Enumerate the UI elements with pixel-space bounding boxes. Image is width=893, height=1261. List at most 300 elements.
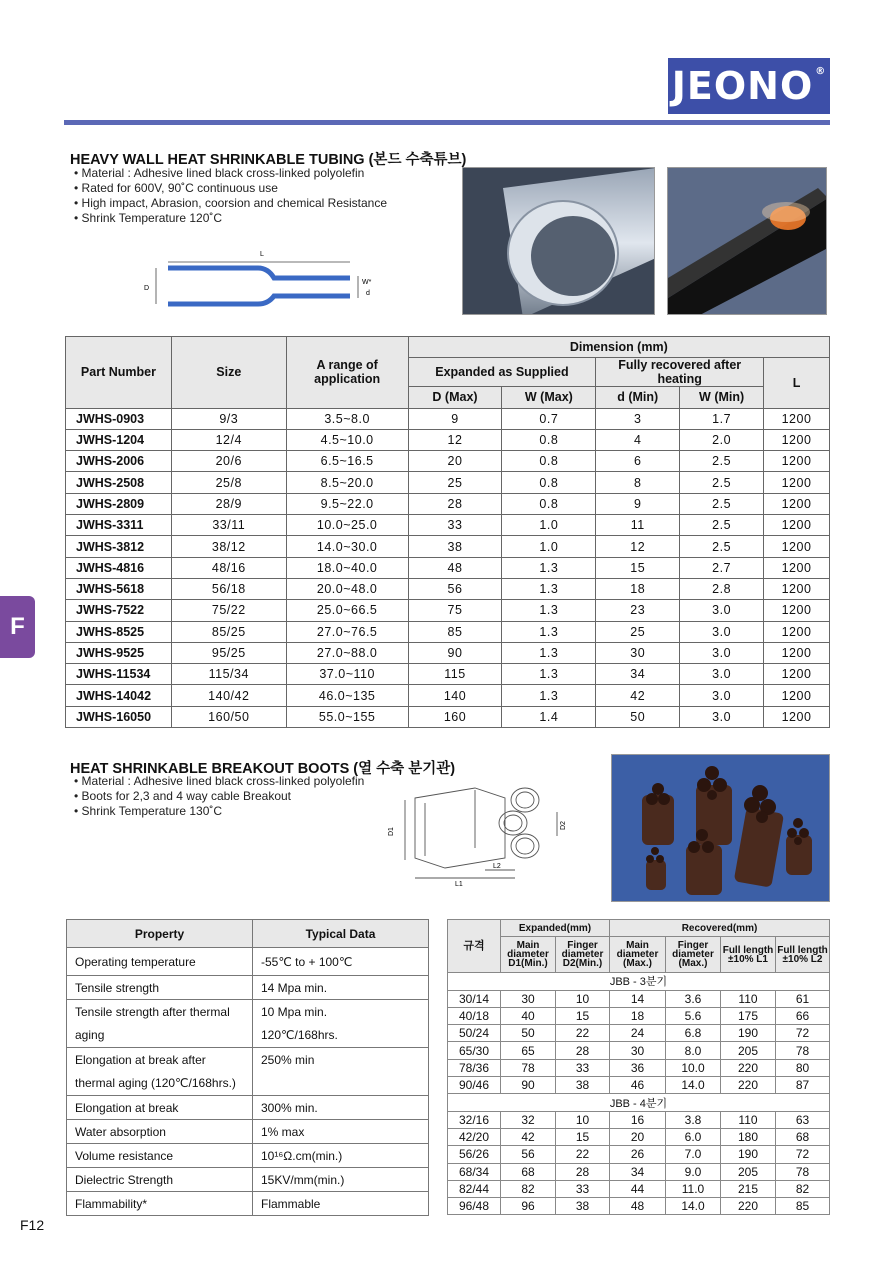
cell-part-number: JWHS-2809	[66, 493, 172, 514]
cell-w-min: 2.5	[680, 451, 764, 472]
cell-spec: 56/26	[448, 1146, 501, 1163]
cell-finger-min: 15	[556, 1128, 610, 1145]
boots-row	[448, 1198, 830, 1215]
cell-spec: 40/18	[448, 1007, 501, 1024]
cell-part-number: JWHS-14042	[66, 685, 172, 706]
cell-finger-min: 33	[556, 1180, 610, 1197]
cell-size: 33/11	[171, 515, 286, 536]
cell-finger-max: 9.0	[666, 1163, 721, 1180]
cell-w-max: 1.3	[502, 642, 596, 663]
header-d-min: d (Min)	[596, 387, 680, 408]
cell-size: 56/18	[171, 578, 286, 599]
cell-length: 1200	[764, 642, 830, 663]
cell-size: 12/4	[171, 429, 286, 450]
property-value: 300% min.	[253, 1096, 429, 1120]
cell-part-number: JWHS-9525	[66, 642, 172, 663]
cell-full-l2: 82	[776, 1180, 830, 1197]
tubing-row	[66, 600, 830, 621]
tubing-row	[66, 706, 830, 727]
cell-size: 115/34	[171, 664, 286, 685]
header-range: A range of application	[286, 337, 408, 409]
property-value: 10¹⁶Ω.cm(min.)	[253, 1144, 429, 1168]
tubing-row	[66, 664, 830, 685]
breakout-boots-photo	[611, 754, 830, 902]
cell-d-max: 48	[408, 557, 502, 578]
tubing-row	[66, 536, 830, 557]
cell-length: 1200	[764, 515, 830, 536]
cell-d-max: 12	[408, 429, 502, 450]
cell-main-max: 44	[610, 1180, 666, 1197]
cell-finger-max: 6.8	[666, 1025, 721, 1042]
cell-d-max: 28	[408, 493, 502, 514]
cell-full-l2: 85	[776, 1198, 830, 1215]
cell-application-range: 37.0~110	[286, 664, 408, 685]
diagram-label-L: L	[260, 251, 264, 258]
header-full-l2: Full length ±10% L2	[776, 937, 830, 973]
section1-bullet: • Shrink Temperature 120˚C	[74, 211, 387, 226]
group-row	[448, 1094, 830, 1111]
property-name: Tensile strength after thermal	[67, 1000, 253, 1024]
cell-w-min: 2.5	[680, 515, 764, 536]
cell-main-min: 78	[501, 1059, 556, 1076]
cell-full-l1: 220	[721, 1077, 776, 1094]
cell-main-min: 30	[501, 990, 556, 1007]
cell-main-max: 20	[610, 1128, 666, 1145]
cell-d-min: 34	[596, 664, 680, 685]
cell-finger-min: 15	[556, 1007, 610, 1024]
cell-full-l2: 78	[776, 1042, 830, 1059]
cell-d-max: 160	[408, 706, 502, 727]
property-row	[67, 948, 429, 976]
cell-finger-min: 33	[556, 1059, 610, 1076]
cell-main-min: 50	[501, 1025, 556, 1042]
cell-main-max: 46	[610, 1077, 666, 1094]
property-name: Dielectric Strength	[67, 1168, 253, 1192]
cell-w-min: 3.0	[680, 664, 764, 685]
cell-application-range: 20.0~48.0	[286, 578, 408, 599]
cell-length: 1200	[764, 493, 830, 514]
cell-size: 75/22	[171, 600, 286, 621]
cell-finger-max: 3.6	[666, 990, 721, 1007]
boots-specs-table	[447, 919, 830, 1215]
cell-w-min: 3.0	[680, 621, 764, 642]
cell-main-min: 65	[501, 1042, 556, 1059]
cell-main-min: 42	[501, 1128, 556, 1145]
cell-finger-max: 14.0	[666, 1077, 721, 1094]
cell-d-min: 8	[596, 472, 680, 493]
cell-finger-max: 3.8	[666, 1111, 721, 1128]
cell-length: 1200	[764, 685, 830, 706]
cell-finger-max: 10.0	[666, 1059, 721, 1076]
section2-bullets	[74, 774, 364, 819]
diagram-label-d: d	[366, 290, 370, 297]
tubing-row	[66, 557, 830, 578]
cell-spec: 82/44	[448, 1180, 501, 1197]
cell-application-range: 10.0~25.0	[286, 515, 408, 536]
property-name: Water absorption	[67, 1120, 253, 1144]
property-value: 120℃/168hrs.	[253, 1024, 429, 1048]
property-name: thermal aging (120℃/168hrs.)	[67, 1072, 253, 1096]
property-name: aging	[67, 1024, 253, 1048]
cell-spec: 78/36	[448, 1059, 501, 1076]
property-value: -55℃ to + 100℃	[253, 948, 429, 976]
cell-d-max: 90	[408, 642, 502, 663]
cell-finger-min: 38	[556, 1077, 610, 1094]
property-row	[67, 1120, 429, 1144]
tubing-row	[66, 429, 830, 450]
cell-w-max: 0.8	[502, 451, 596, 472]
cell-main-min: 56	[501, 1146, 556, 1163]
cell-part-number: JWHS-11534	[66, 664, 172, 685]
cell-application-range: 18.0~40.0	[286, 557, 408, 578]
cell-finger-max: 8.0	[666, 1042, 721, 1059]
tubing-row	[66, 493, 830, 514]
cell-w-min: 3.0	[680, 642, 764, 663]
diagram-label-D: D	[144, 285, 150, 292]
cell-finger-max: 14.0	[666, 1198, 721, 1215]
cell-application-range: 8.5~20.0	[286, 472, 408, 493]
cell-finger-max: 6.0	[666, 1128, 721, 1145]
cell-size: 20/6	[171, 451, 286, 472]
header-finger-max: Finger diameter (Max.)	[666, 937, 721, 973]
header-typical-data: Typical Data	[253, 920, 429, 948]
property-value: 15KV/mm(min.)	[253, 1168, 429, 1192]
cell-w-max: 1.3	[502, 557, 596, 578]
cell-main-max: 14	[610, 990, 666, 1007]
cell-full-l1: 180	[721, 1128, 776, 1145]
cell-main-max: 24	[610, 1025, 666, 1042]
header-expanded: Expanded as Supplied	[408, 358, 596, 387]
header-D-max: D (Max)	[408, 387, 502, 408]
cell-full-l1: 190	[721, 1146, 776, 1163]
boots-row	[448, 1128, 830, 1145]
cell-size: 38/12	[171, 536, 286, 557]
cell-full-l1: 220	[721, 1198, 776, 1215]
group-label: JBB - 4분기	[448, 1094, 830, 1111]
cell-w-max: 1.0	[502, 515, 596, 536]
cell-spec: 32/16	[448, 1111, 501, 1128]
cell-size: 95/25	[171, 642, 286, 663]
section2-title: HEAT SHRINKABLE BREAKOUT BOOTS (열 수축 분기관)	[70, 761, 456, 777]
cell-spec: 90/46	[448, 1077, 501, 1094]
cell-w-max: 1.0	[502, 536, 596, 557]
cell-size: 48/16	[171, 557, 286, 578]
cell-w-max: 1.3	[502, 664, 596, 685]
property-row	[67, 976, 429, 1000]
cell-d-min: 25	[596, 621, 680, 642]
header-part-number: Part Number	[66, 337, 172, 409]
diagram-label-D2: D2	[560, 821, 567, 830]
header-main-max: Main diameter (Max.)	[610, 937, 666, 973]
cell-size: 160/50	[171, 706, 286, 727]
cell-length: 1200	[764, 600, 830, 621]
tubing-row	[66, 642, 830, 663]
cell-full-l1: 215	[721, 1180, 776, 1197]
header-main-min: Main diameter D1(Min.)	[501, 937, 556, 973]
section1-bullet: • High impact, Abrasion, coorsion and chemical Resistance	[74, 196, 387, 211]
cell-d-min: 4	[596, 429, 680, 450]
cell-application-range: 55.0~155	[286, 706, 408, 727]
cell-application-range: 46.0~135	[286, 685, 408, 706]
cell-d-min: 30	[596, 642, 680, 663]
property-row	[67, 1000, 429, 1024]
cell-spec: 50/24	[448, 1025, 501, 1042]
cell-part-number: JWHS-3812	[66, 536, 172, 557]
cell-d-max: 33	[408, 515, 502, 536]
cell-d-max: 38	[408, 536, 502, 557]
tubing-photo-grey	[462, 167, 655, 315]
cell-part-number: JWHS-2508	[66, 472, 172, 493]
section-tab: F	[0, 596, 35, 658]
tubing-specs-table	[65, 336, 830, 728]
cell-main-min: 96	[501, 1198, 556, 1215]
cell-spec: 96/48	[448, 1198, 501, 1215]
cell-application-range: 25.0~66.5	[286, 600, 408, 621]
cell-d-min: 9	[596, 493, 680, 514]
property-row	[67, 1096, 429, 1120]
cell-full-l2: 78	[776, 1163, 830, 1180]
tubing-row	[66, 621, 830, 642]
property-name: Volume resistance	[67, 1144, 253, 1168]
cell-d-max: 75	[408, 600, 502, 621]
property-name: Operating temperature	[67, 948, 253, 976]
cell-full-l1: 205	[721, 1163, 776, 1180]
section1-bullet: • Material : Adhesive lined black cross-linked polyolefin	[74, 166, 387, 181]
cell-full-l1: 110	[721, 990, 776, 1007]
cell-part-number: JWHS-3311	[66, 515, 172, 536]
cell-part-number: JWHS-7522	[66, 600, 172, 621]
cell-d-max: 56	[408, 578, 502, 599]
header-rule	[64, 120, 830, 125]
tubing-row	[66, 472, 830, 493]
tubing-table-body	[66, 408, 830, 727]
cell-finger-min: 38	[556, 1198, 610, 1215]
boots-row	[448, 1180, 830, 1197]
property-name: Tensile strength	[67, 976, 253, 1000]
property-value: 250% min	[253, 1048, 429, 1072]
boots-table-body	[448, 973, 830, 1215]
header-size: Size	[171, 337, 286, 409]
cell-length: 1200	[764, 621, 830, 642]
property-row	[67, 1168, 429, 1192]
cell-full-l1: 190	[721, 1025, 776, 1042]
cell-w-max: 1.3	[502, 685, 596, 706]
header-full-l1: Full length ±10% L1	[721, 937, 776, 973]
cell-d-max: 20	[408, 451, 502, 472]
property-value: Flammable	[253, 1192, 429, 1216]
cell-w-min: 2.8	[680, 578, 764, 599]
cell-w-min: 2.5	[680, 536, 764, 557]
cell-length: 1200	[764, 578, 830, 599]
cell-w-min: 3.0	[680, 600, 764, 621]
boots-row	[448, 1042, 830, 1059]
tubing-row	[66, 515, 830, 536]
cell-full-l1: 175	[721, 1007, 776, 1024]
cell-d-min: 23	[596, 600, 680, 621]
cell-finger-max: 11.0	[666, 1180, 721, 1197]
cell-full-l2: 61	[776, 990, 830, 1007]
cell-part-number: JWHS-8525	[66, 621, 172, 642]
page-number: F12	[20, 1217, 45, 1233]
cell-application-range: 6.5~16.5	[286, 451, 408, 472]
cell-main-min: 68	[501, 1163, 556, 1180]
cell-full-l2: 72	[776, 1146, 830, 1163]
cell-d-min: 11	[596, 515, 680, 536]
cell-spec: 65/30	[448, 1042, 501, 1059]
header-L: L	[764, 358, 830, 408]
cell-w-min: 2.7	[680, 557, 764, 578]
boots-row	[448, 1163, 830, 1180]
cell-length: 1200	[764, 429, 830, 450]
cell-length: 1200	[764, 451, 830, 472]
cell-part-number: JWHS-4816	[66, 557, 172, 578]
cell-spec: 42/20	[448, 1128, 501, 1145]
section2-bullet: • Boots for 2,3 and 4 way cable Breakout	[74, 789, 364, 804]
cell-full-l2: 66	[776, 1007, 830, 1024]
cell-d-min: 18	[596, 578, 680, 599]
boots-row	[448, 1146, 830, 1163]
cell-full-l2: 68	[776, 1128, 830, 1145]
cell-length: 1200	[764, 472, 830, 493]
cell-d-max: 85	[408, 621, 502, 642]
boots-row	[448, 1007, 830, 1024]
cell-spec: 30/14	[448, 990, 501, 1007]
cell-w-max: 1.3	[502, 600, 596, 621]
cell-size: 25/8	[171, 472, 286, 493]
property-row	[67, 1072, 429, 1096]
cell-size: 140/42	[171, 685, 286, 706]
cell-w-max: 0.7	[502, 408, 596, 429]
property-row	[67, 1048, 429, 1072]
cell-size: 9/3	[171, 408, 286, 429]
cell-finger-min: 22	[556, 1025, 610, 1042]
cell-d-max: 9	[408, 408, 502, 429]
cell-d-max: 25	[408, 472, 502, 493]
property-value	[253, 1072, 429, 1096]
cell-d-max: 140	[408, 685, 502, 706]
cell-part-number: JWHS-0903	[66, 408, 172, 429]
cell-main-max: 34	[610, 1163, 666, 1180]
cell-finger-min: 28	[556, 1163, 610, 1180]
cell-d-min: 3	[596, 408, 680, 429]
header-recovered: Fully recovered after heating	[596, 358, 764, 387]
cell-w-max: 0.8	[502, 429, 596, 450]
tubing-row	[66, 578, 830, 599]
cell-main-max: 26	[610, 1146, 666, 1163]
cell-full-l2: 80	[776, 1059, 830, 1076]
cell-full-l1: 220	[721, 1059, 776, 1076]
cell-d-min: 42	[596, 685, 680, 706]
cell-w-min: 2.5	[680, 493, 764, 514]
cell-main-min: 40	[501, 1007, 556, 1024]
section2-bullet: • Material : Adhesive lined black cross-linked polyolefin	[74, 774, 364, 789]
cell-main-max: 18	[610, 1007, 666, 1024]
cell-w-max: 1.4	[502, 706, 596, 727]
diagram-label-W: W*	[362, 279, 372, 286]
cell-main-max: 48	[610, 1198, 666, 1215]
cell-part-number: JWHS-16050	[66, 706, 172, 727]
tubing-photo-black	[667, 167, 827, 315]
cell-main-max: 30	[610, 1042, 666, 1059]
header-property: Property	[67, 920, 253, 948]
cell-w-min: 3.0	[680, 685, 764, 706]
cell-part-number: JWHS-2006	[66, 451, 172, 472]
property-value: 10 Mpa min.	[253, 1000, 429, 1024]
cell-main-max: 16	[610, 1111, 666, 1128]
boots-row	[448, 1059, 830, 1076]
header-W-min: W (Min)	[680, 387, 764, 408]
header-finger-min: Finger diameter D2(Min.)	[556, 937, 610, 973]
cell-application-range: 3.5~8.0	[286, 408, 408, 429]
cell-application-range: 14.0~30.0	[286, 536, 408, 557]
cell-w-min: 2.5	[680, 472, 764, 493]
cell-size: 28/9	[171, 493, 286, 514]
diagram-label-L2: L2	[493, 863, 501, 870]
brand-logo	[668, 58, 830, 114]
header-spec: 규격	[448, 920, 501, 973]
cell-application-range: 9.5~22.0	[286, 493, 408, 514]
cell-full-l1: 110	[721, 1111, 776, 1128]
cell-length: 1200	[764, 408, 830, 429]
cell-d-min: 12	[596, 536, 680, 557]
cell-part-number: JWHS-5618	[66, 578, 172, 599]
cell-finger-max: 7.0	[666, 1146, 721, 1163]
cell-finger-min: 28	[556, 1042, 610, 1059]
diagram-label-L1: L1	[455, 881, 463, 888]
header-recovered-mm: Recovered(mm)	[610, 920, 830, 937]
property-value: 14 Mpa min.	[253, 976, 429, 1000]
cell-full-l2: 87	[776, 1077, 830, 1094]
cell-w-min: 3.0	[680, 706, 764, 727]
diagram-label-D1: D1	[388, 827, 395, 836]
boots-row	[448, 1077, 830, 1094]
cell-w-min: 2.0	[680, 429, 764, 450]
header-dimension: Dimension (mm)	[408, 337, 829, 358]
cell-d-min: 15	[596, 557, 680, 578]
cell-application-range: 27.0~76.5	[286, 621, 408, 642]
cell-application-range: 27.0~88.0	[286, 642, 408, 663]
boots-row	[448, 1111, 830, 1128]
cell-length: 1200	[764, 536, 830, 557]
cell-main-max: 36	[610, 1059, 666, 1076]
cell-length: 1200	[764, 664, 830, 685]
cell-w-max: 1.3	[502, 621, 596, 642]
property-name: Elongation at break	[67, 1096, 253, 1120]
brand-name: JEONO	[671, 64, 814, 108]
cell-length: 1200	[764, 557, 830, 578]
boots-row	[448, 1025, 830, 1042]
cell-application-range: 4.5~10.0	[286, 429, 408, 450]
cell-spec: 68/34	[448, 1163, 501, 1180]
boot-dimension-diagram	[385, 778, 585, 888]
tubing-row	[66, 685, 830, 706]
section2-bullet: • Shrink Temperature 130˚C	[74, 804, 364, 819]
cell-finger-min: 10	[556, 1111, 610, 1128]
tubing-row	[66, 408, 830, 429]
group-label: JBB - 3분기	[448, 973, 830, 990]
cell-part-number: JWHS-1204	[66, 429, 172, 450]
property-name: Elongation at break after	[67, 1048, 253, 1072]
header-W-max: W (Max)	[502, 387, 596, 408]
cell-finger-min: 22	[556, 1146, 610, 1163]
cell-w-max: 0.8	[502, 493, 596, 514]
cell-full-l2: 63	[776, 1111, 830, 1128]
cell-finger-max: 5.6	[666, 1007, 721, 1024]
boots-row	[448, 990, 830, 1007]
cell-d-max: 115	[408, 664, 502, 685]
cell-w-min: 1.7	[680, 408, 764, 429]
property-row	[67, 1144, 429, 1168]
